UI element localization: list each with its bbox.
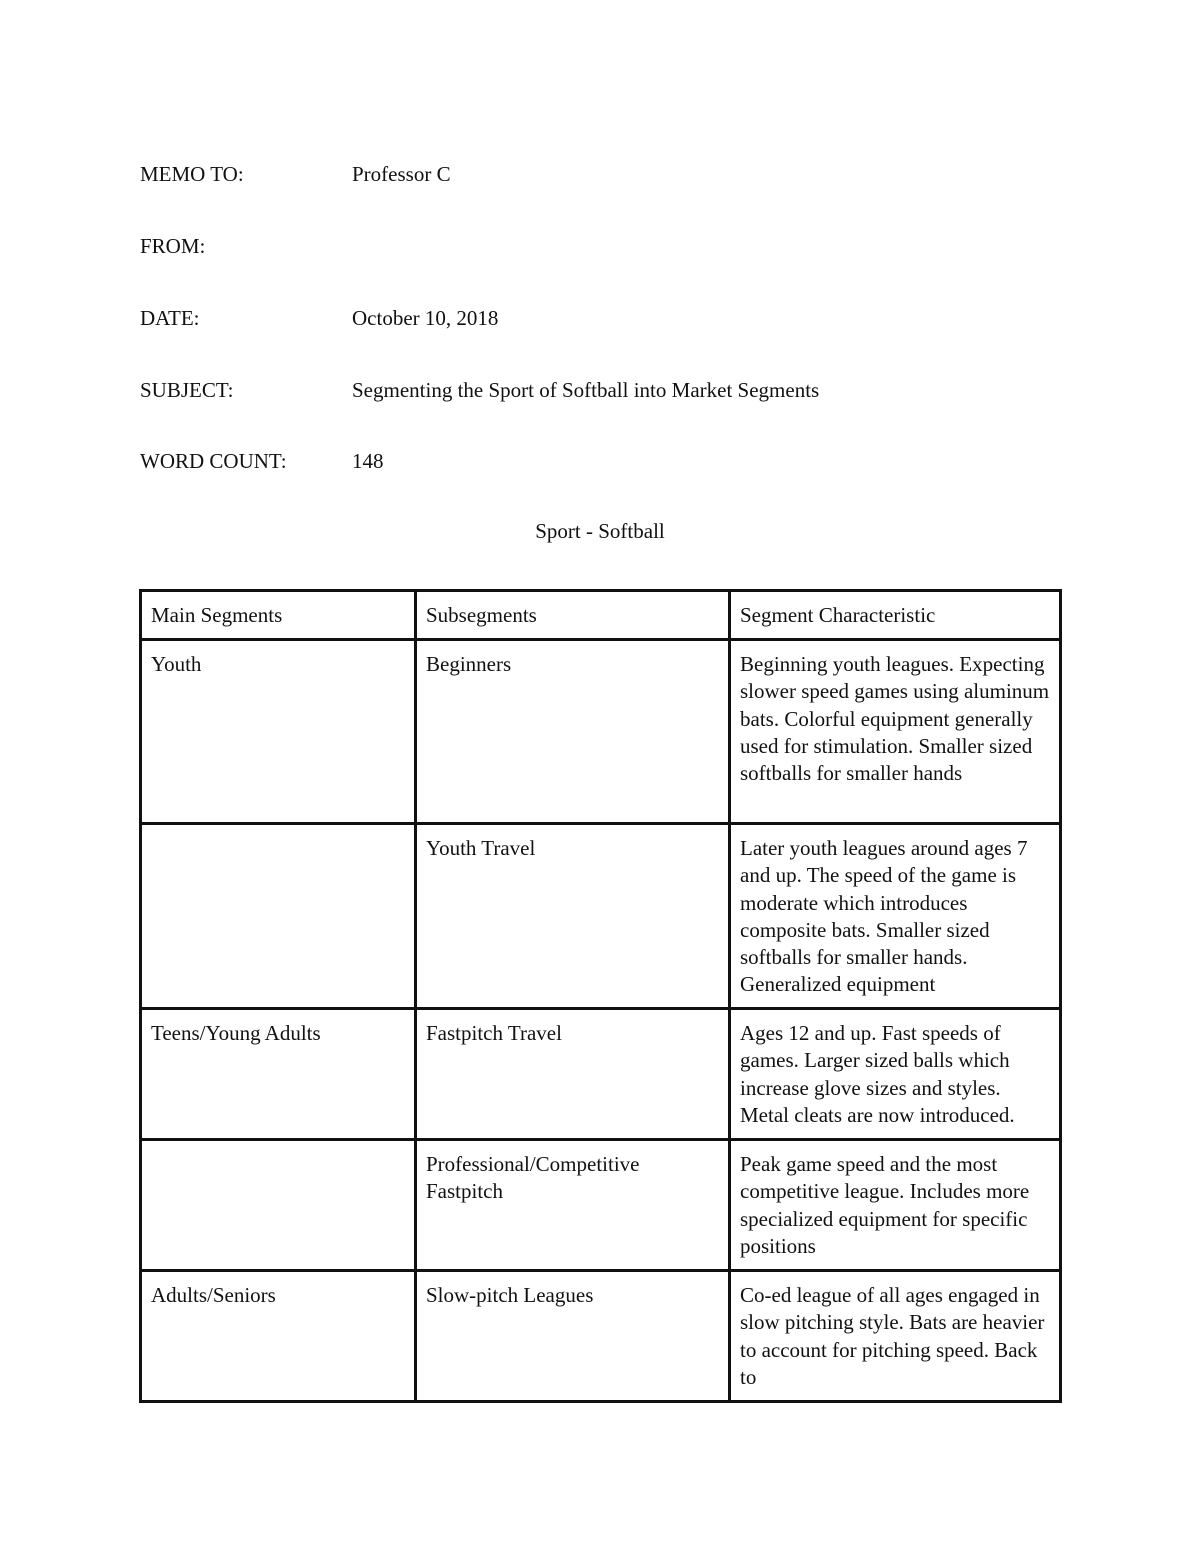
memo-to-value: Professor C [352,162,451,186]
cell-main-segment [141,1140,416,1271]
table-row [141,824,1061,1009]
table-row [141,1009,1061,1140]
document-title: Sport - Softball [535,519,665,543]
cell-subsegment: Slow-pitch Leagues [416,1271,730,1402]
header-main-segments: Main Segments [141,591,416,640]
cell-subsegment: Beginners [416,640,730,824]
header-segment-characteristic: Segment Characteristic [730,591,1061,640]
subject-value: Segmenting the Sport of Softball into Market Segments [352,378,820,402]
table-row [141,1271,1061,1402]
cell-main-segment: Adults/Seniors [141,1271,416,1402]
cell-subsegment: Professional/Competitive Fastpitch [416,1140,730,1271]
cell-characteristic: Beginning youth leagues. Expecting slower speed games using aluminum bats. Colorful equipment generally used for stimulation. Smaller sized softballs for smaller hands [730,640,1061,824]
from-label: FROM: [140,234,206,258]
cell-characteristic: Peak game speed and the most competitive league. Includes more specialized equipment for specific positions [730,1140,1061,1271]
header-subsegments: Subsegments [416,591,730,640]
table-row [141,1140,1061,1271]
cell-characteristic: Ages 12 and up. Fast speeds of games. Larger sized balls which increase glove sizes and styles. Metal cleats are now introduced. [730,1009,1061,1140]
cell-subsegment: Youth Travel [416,824,730,1009]
segments-table [139,589,1062,1403]
word-count-label: WORD COUNT: [140,449,287,473]
table-header-row [141,591,1061,640]
cell-subsegment: Fastpitch Travel [416,1009,730,1140]
cell-main-segment: Teens/Young Adults [141,1009,416,1140]
date-label: DATE: [140,306,200,330]
cell-main-segment [141,824,416,1009]
cell-characteristic: Co-ed league of all ages engaged in slow pitching style. Bats are heavier to account for pitching speed. Back to [730,1271,1061,1402]
word-count-value: 148 [352,449,384,473]
subject-label: SUBJECT: [140,378,234,402]
cell-characteristic: Later youth leagues around ages 7 and up. The speed of the game is moderate which introduces composite bats. Smaller sized softballs for smaller hands. Generalized equipment [730,824,1061,1009]
cell-main-segment: Youth [141,640,416,824]
date-value: October 10, 2018 [352,306,499,330]
memo-to-label: MEMO TO: [140,162,244,186]
table-row [141,640,1061,824]
